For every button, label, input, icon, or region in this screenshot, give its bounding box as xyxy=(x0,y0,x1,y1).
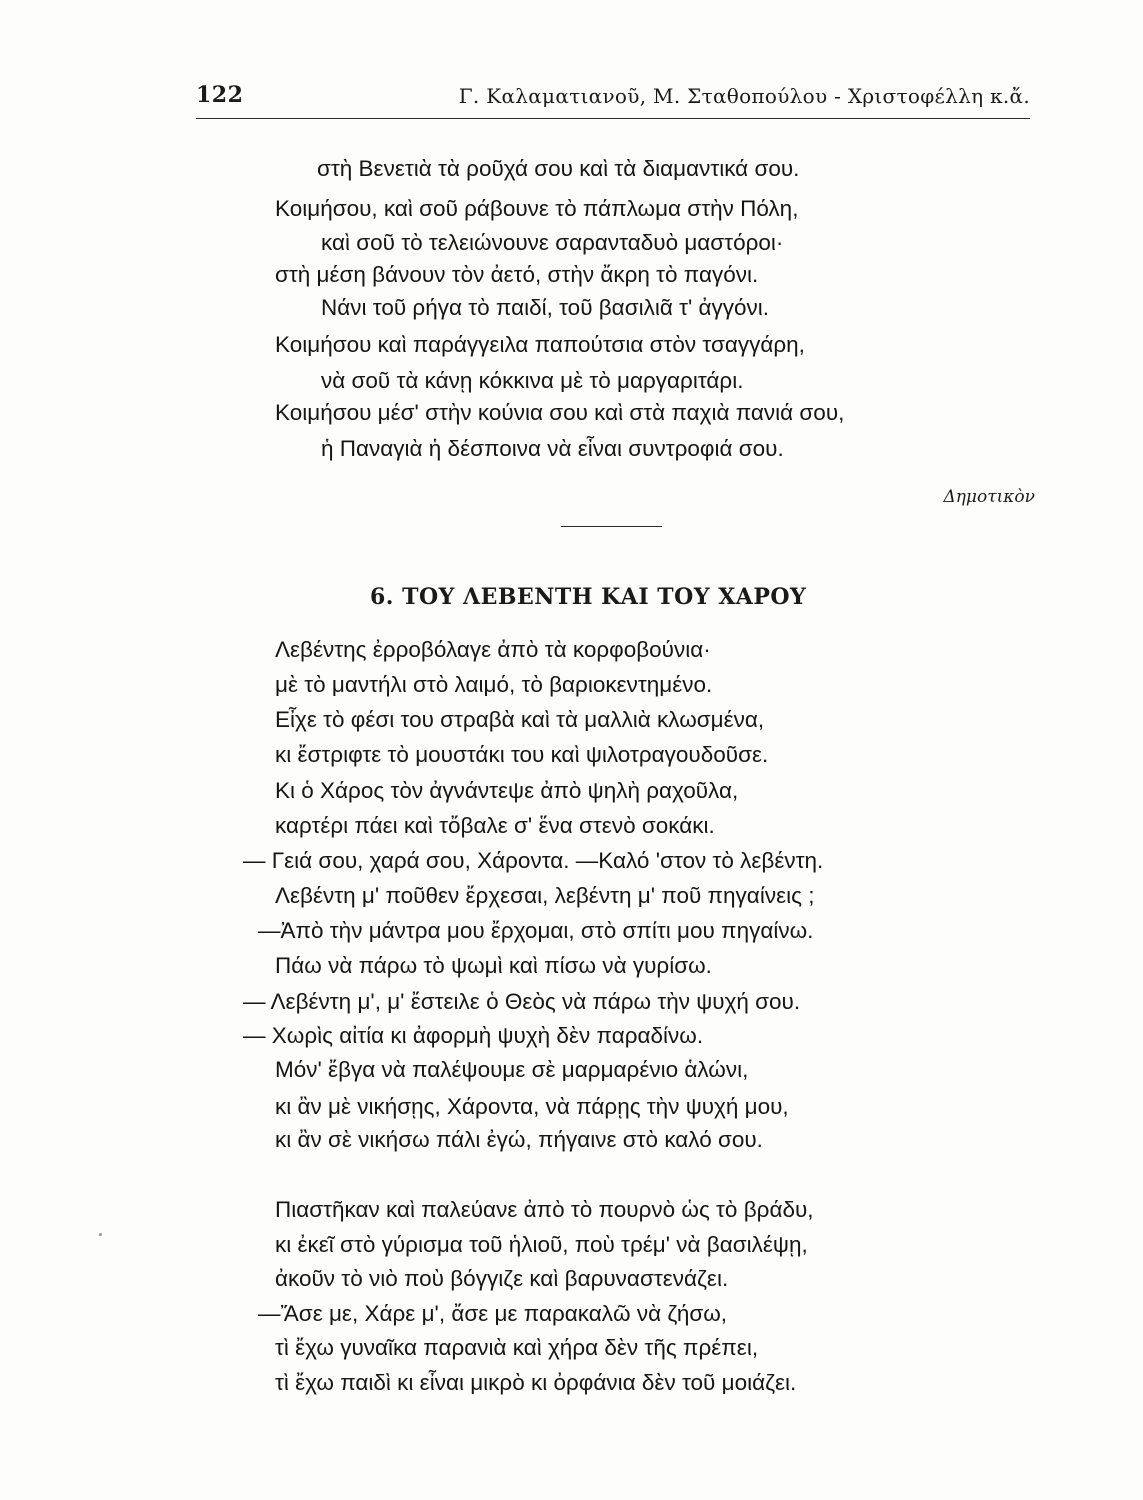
verse-line: — Χωρὶς αἰτία κι ἀφορμὴ ψυχὴ δὲν παραδίνω. xyxy=(243,1023,704,1048)
page-number: 122 xyxy=(196,82,244,108)
verse-line: —Ἄσε με, Χάρε μ', ἄσε με παρακαλῶ νὰ ζήσω, xyxy=(258,1301,728,1326)
verse-line: κι ἐκεῖ στὸ γύρισμα τοῦ ἡλιοῦ, ποὺ τρέμ' νὰ βασιλέψῃ, xyxy=(275,1232,808,1257)
verse-line: Πάω νὰ πάρω τὸ ψωμὶ καὶ πίσω νὰ γυρίσω. xyxy=(275,953,712,978)
verse-line: κι ἂν μὲ νικήσῃς, Χάροντα, νὰ πάρῃς τὴν ψυχή μου, xyxy=(275,1094,789,1119)
verse-line: Εἶχε τὸ φέσι του στραβὰ καὶ τὰ μαλλιὰ κλωσμένα, xyxy=(275,707,765,732)
verse-line: τὶ ἔχω παιδὶ κι εἶναι μικρὸ κι ὀρφάνια δὲν τοῦ μοιάζει. xyxy=(275,1370,797,1395)
paper-speck xyxy=(99,1233,102,1236)
verse-line: — Λεβέντη μ', μ' ἔστειλε ὁ Θεὸς νὰ πάρω τὴν ψυχή σου. xyxy=(243,989,801,1014)
verse-line: νὰ σοῦ τὰ κάνῃ κόκκινα μὲ τὸ μαργαριτάρι. xyxy=(321,368,744,393)
verse-line: Λεβέντης ἐρροβόλαγε ἀπὸ τὰ κορφοβούνια· xyxy=(275,637,711,662)
verse-line: μὲ τὸ μαντήλι στὸ λαιμό, τὸ βαριοκεντημένο. xyxy=(275,672,713,697)
verse-line: καρτέρι πάει καὶ τὄβαλε σ' ἕνα στενὸ σοκάκι. xyxy=(275,813,715,838)
running-head: Γ. Καλαματιανοῦ, Μ. Σταθοπούλου - Χριστοφέλλη κ.ἄ. xyxy=(458,84,1030,108)
verse-line: στὴ Βενετιὰ τὰ ροῦχά σου καὶ τὰ διαμαντικά σου. xyxy=(317,156,800,181)
verse-line: καὶ σοῦ τὸ τελειώνουνε σαρανταδυὸ μαστόροι· xyxy=(321,230,784,255)
verse-line: Κοιμήσου καὶ παράγγειλα παπούτσια στὸν τσαγγάρη, xyxy=(275,332,805,357)
verse-line: — Γειά σου, χαρά σου, Χάροντα. —Καλό 'στον τὸ λεβέντη. xyxy=(243,848,824,873)
source-attribution: Δημοτικὸν xyxy=(943,487,1035,507)
verse-line: Νάνι τοῦ ρήγα τὸ παιδί, τοῦ βασιλιᾶ τ' ἀγγόνι. xyxy=(321,295,770,320)
verse-line: κι ἂν σὲ νικήσω πάλι ἐγώ, πήγαινε στὸ καλό σου. xyxy=(275,1127,763,1152)
section-divider xyxy=(561,526,662,527)
verse-line: —Ἀπὸ τὴν μάντρα μου ἔρχομαι, στὸ σπίτι μου πηγαίνω. xyxy=(258,918,814,943)
verse-line: στὴ μέση βάνουν τὸν ἀετό, στὴν ἄκρη τὸ παγόνι. xyxy=(275,262,759,287)
verse-line: Κι ὁ Χάρος τὸν ἀγνάντεψε ἀπὸ ψηλὴ ραχοῦλα, xyxy=(275,778,739,803)
verse-line: ἡ Παναγιὰ ἡ δέσποινα νὰ εἶναι συντροφιά σου. xyxy=(321,436,784,461)
verse-line: Λεβέντη μ' ποῦθεν ἔρχεσαι, λεβέντη μ' ποῦ πηγαίνεις ; xyxy=(275,883,815,908)
verse-line: Μόν' ἔβγα νὰ παλέψουμε σὲ μαρμαρένιο ἁλώνι, xyxy=(275,1057,749,1082)
verse-line: τὶ ἔχω γυναῖκα παρανιὰ καὶ χήρα δὲν τῆς πρέπει, xyxy=(275,1335,759,1360)
verse-line: ἀκοῦν τὸ νιὸ ποὺ βόγγιζε καὶ βαρυναστενάζει. xyxy=(275,1266,729,1291)
verse-line: Κοιμήσου μέσ' στὴν κούνια σου καὶ στὰ παχιὰ πανιά σου, xyxy=(275,400,845,425)
section-title: 6. ΤΟΥ ΛΕΒΕΝΤΗ ΚΑΙ ΤΟΥ ΧΑΡΟΥ xyxy=(370,584,807,610)
verse-line: Κοιμήσου, καὶ σοῦ ράβουνε τὸ πάπλωμα στὴν Πόλη, xyxy=(275,196,799,221)
page-header xyxy=(196,82,1030,119)
verse-line: κι ἔστριφτε τὸ μουστάκι του καὶ ψιλοτραγουδοῦσε. xyxy=(275,742,769,767)
verse-line: Πιαστῆκαν καὶ παλεύανε ἀπὸ τὸ πουρνὸ ὡς τὸ βράδυ, xyxy=(275,1197,814,1222)
